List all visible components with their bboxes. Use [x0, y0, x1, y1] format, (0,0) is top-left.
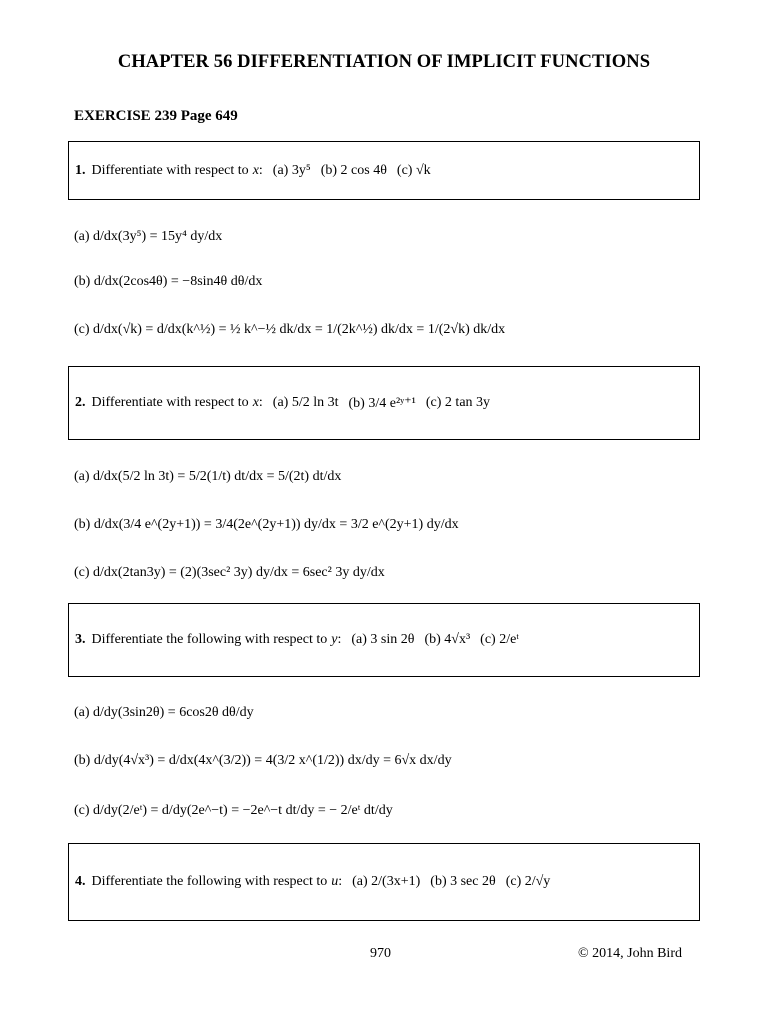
question-number: 3. — [75, 632, 86, 647]
question-part-c: (c) 2 tan 3y — [425, 395, 491, 410]
solution-text: (c) d/dy(2/eᵗ) = d/dy(2e^−t) = −2e^−t dt/dy = − 2/eᵗ dt/dy — [74, 803, 393, 818]
solution-3a — [74, 691, 254, 735]
question-number: 1. — [75, 162, 86, 178]
solution-text: (a) d/dx(3y⁵) = 15y⁴ dy/dx — [74, 229, 223, 244]
question-2-box: 2. Differentiate with respect to x : (a) 5/2 ln 3t (b) 3/4 e²ʸ⁺¹ (c) 2 tan 3y — [68, 366, 700, 440]
question-part-c: (c) √k — [396, 162, 431, 178]
solution-2a — [74, 455, 341, 499]
question-part-b: (b) 3 sec 2θ — [430, 874, 496, 889]
question-part-a: (a) 3 sin 2θ — [351, 632, 415, 647]
solution-text: (c) d/dx(2tan3y) = (2)(3sec² 3y) dy/dx = 6sec² 3y dy/dx — [74, 565, 385, 580]
question-text: Differentiate with respect to — [91, 162, 249, 178]
question-text: Differentiate with respect to — [91, 395, 249, 410]
question-variable: x — [252, 162, 259, 178]
question-variable: u — [331, 874, 339, 889]
question-variable: y — [331, 632, 338, 647]
question-text: Differentiate the following with respect to — [91, 632, 328, 647]
solution-2c — [74, 551, 385, 595]
question-part-c: (c) 2/√y — [505, 874, 551, 889]
solution-2b — [74, 503, 459, 547]
question-part-b: (b) 3/4 e²ʸ⁺¹ — [348, 395, 416, 411]
question-part-c: (c) 2/eᵗ — [480, 632, 519, 647]
solution-3c — [74, 789, 393, 833]
page-number: 970 — [370, 946, 391, 961]
exercise-heading: EXERCISE 239 Page 649 — [74, 108, 238, 124]
question-1-box: 1. Differentiate with respect to x : (a) 3y⁵ (b) 2 cos 4θ (c) √k — [68, 141, 700, 200]
solution-text: (b) d/dx(3/4 e^(2y+1)) = 3/4(2e^(2y+1)) dy/dx = 3/2 e^(2y+1) dy/dx — [74, 517, 459, 532]
solution-1c — [74, 308, 505, 352]
question-3-box: 3. Differentiate the following with respect to y : (a) 3 sin 2θ (b) 4√x³ (c) 2/eᵗ — [68, 603, 700, 677]
solution-text: (a) d/dy(3sin2θ) = 6cos2θ dθ/dy — [74, 705, 254, 720]
solution-1a — [74, 215, 222, 259]
solution-text: (b) d/dy(4√x³) = d/dx(4x^(3/2)) = 4(3/2 x^(1/2)) dx/dy = 6√x dx/dy — [74, 753, 452, 768]
solution-text: (b) d/dx(2cos4θ) = −8sin4θ dθ/dx — [74, 274, 263, 289]
solution-1b — [74, 260, 262, 304]
question-part-a: (a) 3y⁵ — [272, 162, 311, 178]
question-number: 2. — [75, 395, 86, 410]
copyright-notice: © 2014, John Bird — [578, 946, 682, 961]
solution-text: (a) d/dx(5/2 ln 3t) = 5/2(1/t) dt/dx = 5/(2t) dt/dx — [74, 469, 342, 484]
question-text: Differentiate the following with respect to — [91, 874, 328, 889]
solution-text: (c) d/dx(√k) = d/dx(k^½) = ½ k^−½ dk/dx = 1/(2k^½) dk/dx = 1/(2√k) dk/dx — [74, 322, 506, 337]
question-number: 4. — [75, 874, 86, 889]
solution-3b — [74, 739, 452, 783]
question-part-b: (b) 2 cos 4θ — [320, 162, 387, 178]
question-part-b: (b) 4√x³ — [424, 632, 471, 647]
question-part-a: (a) 5/2 ln 3t — [272, 395, 339, 410]
chapter-title: CHAPTER 56 DIFFERENTIATION OF IMPLICIT FUNCTIONS — [117, 52, 651, 72]
question-part-a: (a) 2/(3x+1) — [352, 874, 421, 889]
question-4-box: 4. Differentiate the following with respect to u : (a) 2/(3x+1) (b) 3 sec 2θ (c) 2/√y — [68, 843, 700, 921]
question-variable: x — [252, 395, 259, 410]
